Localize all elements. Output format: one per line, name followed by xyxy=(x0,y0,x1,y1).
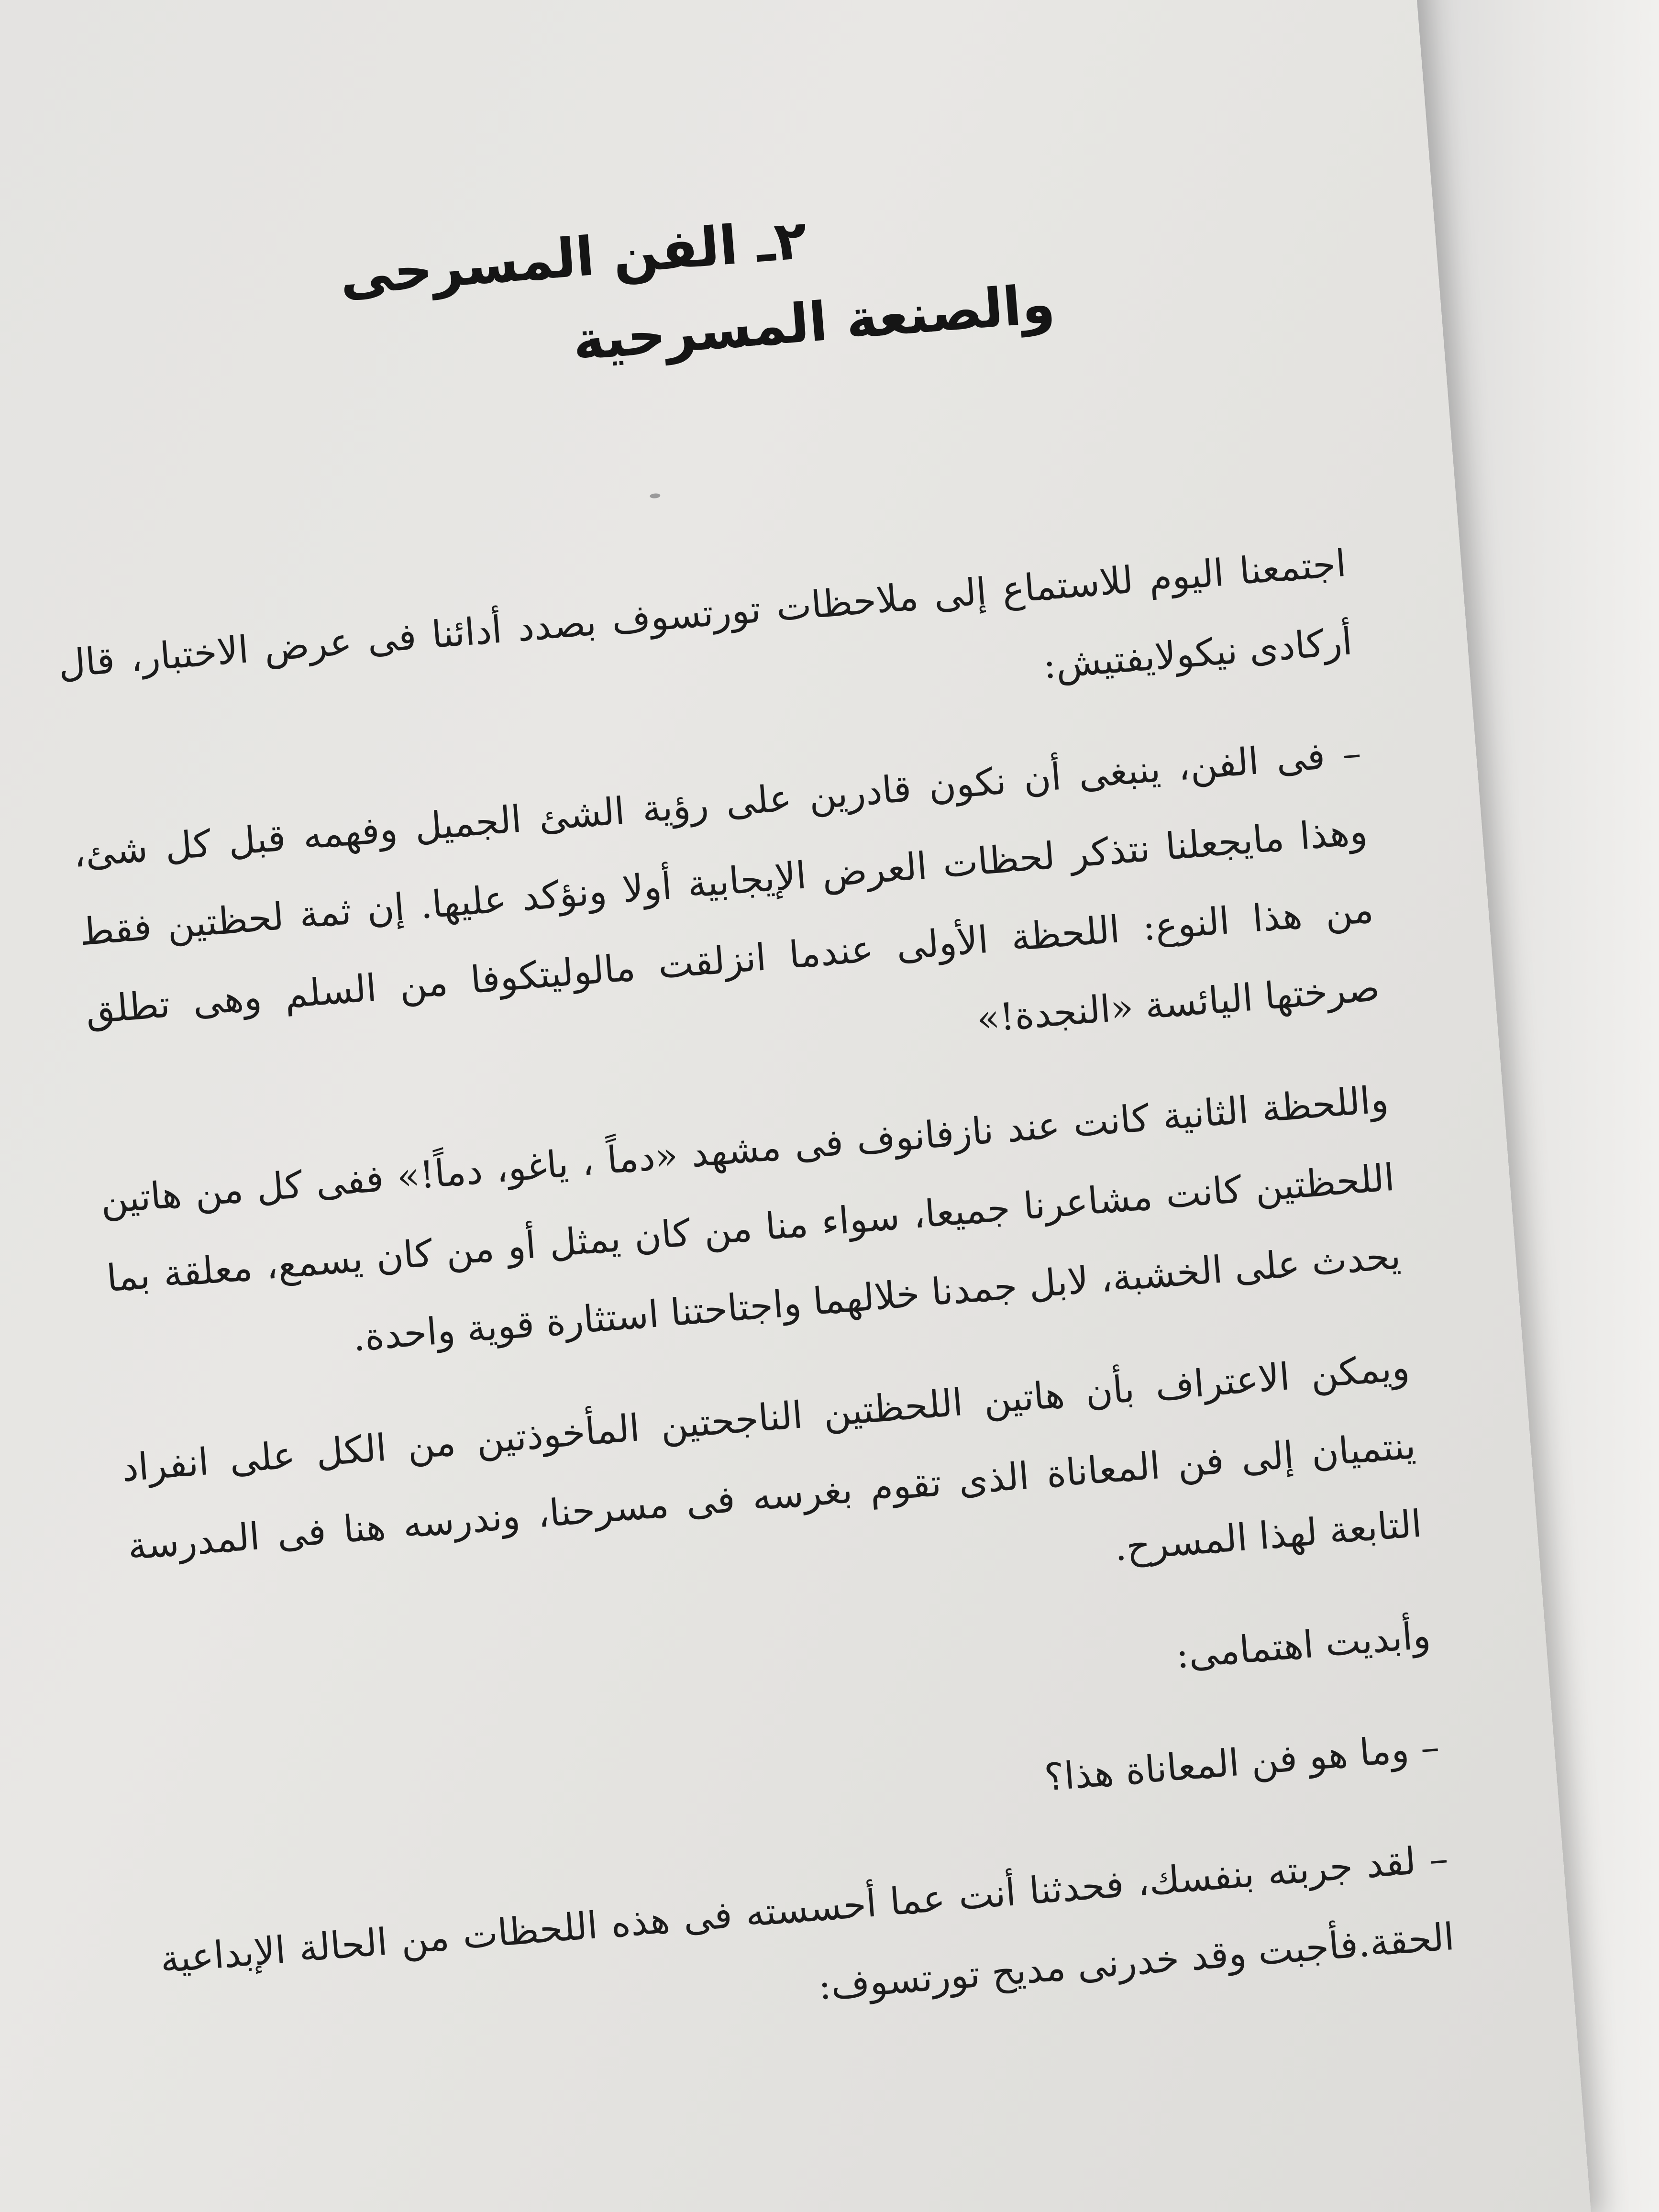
paragraph-3: واللحظة الثانية كانت عند نازفانوف فى مشهد «دماً ، ياغو، دماً!» ففى كل من هاتين اللحظتين كانت مشاعرنا جميعا، سواء منا من كان يمثل أو من كان يسمع، معلقة بما يحدث على الخشبة، لابل جمدنا خلالهما واجتاحتنا استثارة قوية واحدة. xyxy=(99,1078,1403,1360)
paragraph-7: – لقد جربته بنفسك، فحدثنا أنت عما أحسسته فى هذه اللحظات من الحالة الإبداعية الحقة.فأجبت وقد خدرنى مديح تورتسوف: xyxy=(158,1837,1456,2009)
paragraph-5: وأبديت اهتمامى: xyxy=(1174,1614,1432,1677)
paragraph-4: ويمكن الاعتراف بأن هاتين اللحظتين الناجحتين المأخوذتين من الكل على انفراد ينتميان إلى فن المعاناة الذى تقوم بغرسه فى مسرحنا، وندرسه هنا فى المدرسة التابعة لهذا المسرح. xyxy=(120,1346,1424,1570)
paragraph-6: – وما هو فن المعاناة هذا؟ xyxy=(1042,1725,1441,1800)
page-content xyxy=(27,158,1460,2111)
paragraph-2: – فى الفن، ينبغى أن نكون قادرين على رؤية الشئ الجميل وفهمه قبل كل شئ، وهذا مايجعلنا نتذكر لحظات العرض الإيجابية أولا ونؤكد عليها. إن ثمة لحظتين فقط من هذا النوع: اللحظة الأولى عندما انزلقت مالوليتكوفا من السلم وهى تطلق صرختها اليائسة «النجدة!» xyxy=(71,731,1382,1041)
chapter-heading-line-2: والصنعة المسرحية xyxy=(570,272,1057,373)
chapter-heading xyxy=(27,158,1327,425)
chapter-heading-line-1: ٢ـ الفن المسرحى xyxy=(337,209,810,308)
paragraph-1: اجتمعنا اليوم للاستماع إلى ملاحظات تورتسوف بصدد أدائنا فى عرض الاختبار، قال أركادى نيكولايفتيش: xyxy=(56,542,1354,688)
